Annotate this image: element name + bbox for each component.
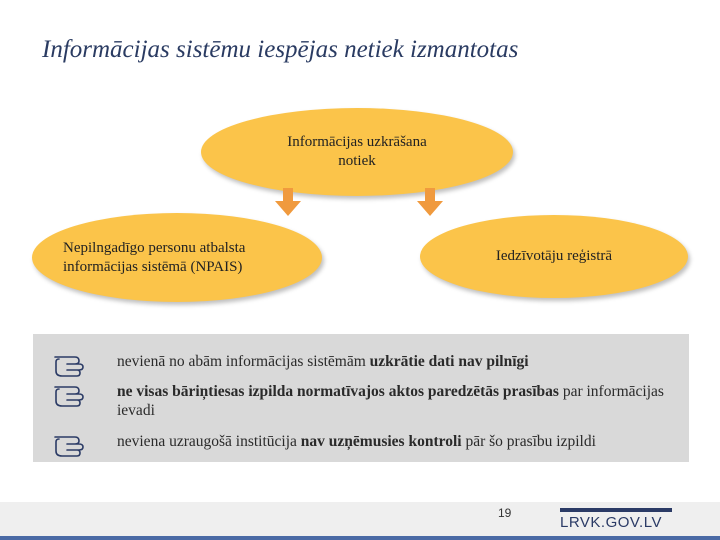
- finding-3-plain: neviena uzraugošā institūcija: [117, 433, 301, 450]
- node-top-line-2: notiek: [338, 153, 376, 169]
- finding-1-plain: nevienā no abām informācijas sistēmām: [117, 353, 370, 370]
- node-npais: [32, 213, 322, 302]
- finding-1-bold: uzkrātie dati nav pilnīgi: [369, 353, 529, 370]
- pointing-hand-icon: [53, 384, 87, 408]
- down-arrow-icon: [417, 188, 443, 216]
- finding-3-bold: nav uzņēmusies kontroli: [300, 433, 462, 450]
- slide-title: Informācijas sistēmu iespējas netiek izmantotas: [42, 36, 519, 63]
- page-number: 19: [498, 506, 512, 520]
- node-population-register: [420, 215, 688, 298]
- node-top-line-1: Informācijas uzkrāšana: [287, 134, 427, 151]
- node-information-collection: [201, 108, 513, 196]
- findings-panel: [33, 334, 689, 462]
- brand-logo: LRVK.GOV.LV: [560, 514, 662, 531]
- finding-2-tail: par informācijas ievadi: [117, 383, 664, 419]
- node-right-label: Iedzīvotāju reģistrā: [495, 248, 613, 265]
- finding-3-tail: pār šo prasību izpildi: [461, 433, 596, 450]
- pointing-hand-icon: [53, 354, 87, 378]
- brand-underline: [560, 508, 672, 512]
- node-left-line-1: Nepilngadīgo personu atbalsta: [63, 239, 246, 256]
- finding-2-bold: ne visas bāriņtiesas izpilda normatīvajos aktos paredzētās prasības: [117, 383, 559, 400]
- pointing-hand-icon: [53, 434, 87, 458]
- down-arrow-icon: [275, 188, 301, 216]
- footer-bar: [0, 536, 720, 540]
- node-left-line-2: informācijas sistēmā (NPAIS): [63, 258, 243, 275]
